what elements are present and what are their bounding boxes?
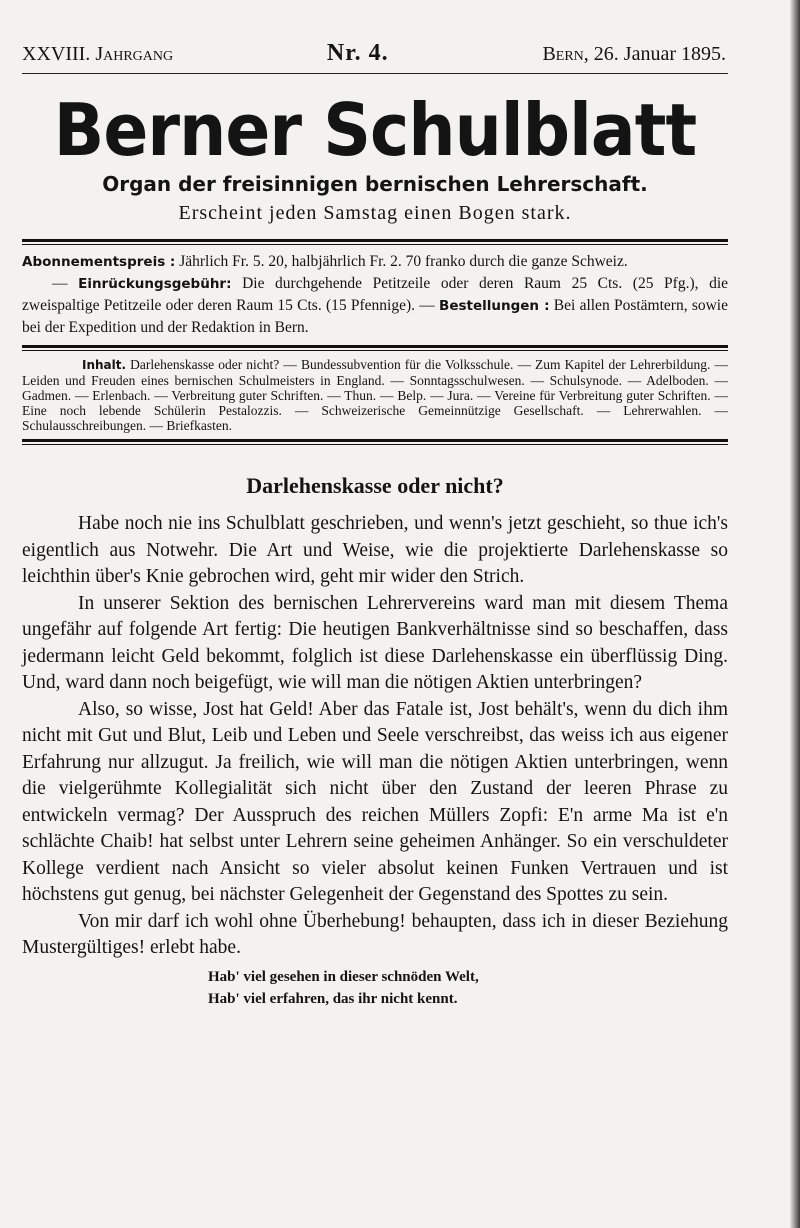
binding-edge (790, 0, 800, 1228)
newspaper-subtitle: Organ der freisinnigen bernischen Lehrerschaft. (102, 172, 648, 196)
divider-double-3 (22, 439, 728, 445)
table-of-contents: Inhalt. Darlehenskasse oder nicht? — Bundessubvention für die Volksschule. — Zum Kapitel der Lehrerbildung. — Leiden und Freuden eines bernischen Schulmeisters in England. — Sonntagsschulwesen. — Schulsynode. — Adelboden. — Gadmen. — Erlenbach. — Verbreitung guter Schriften. — Thun. — Belp. — Jura. — Vereine für Verbreitung guter Schriften. — Eine noch lebende Schülerin Pestalozzis. — Schweizerische Gemeinnützige Gesellschaft. — Lehrerwahlen. — Schulausschreibungen. — Briefkasten. (22, 357, 728, 433)
subscription-info (22, 245, 728, 345)
article-paragraph-1: Habe noch nie ins Schulblatt geschrieben, und wenn's jetzt geschieht, so thue ich's eigentlich aus Notwehr. Die Art und Weise, wie die projektierte Darlehenskasse so leichthin über's Knie gebrochen wird, geht mir wider den Strich. (22, 513, 728, 587)
verse-line-2: Hab' viel erfahren, das ihr nicht kennt. (208, 990, 458, 1007)
issue-number: Nr. 4. (326, 40, 389, 66)
article-title: Darlehenskasse oder nicht? (246, 473, 504, 498)
article-paragraph-4: Von mir darf ich wohl ohne Überhebung! behaupten, dass ich in dieser Beziehung Mustergültiges! erlebt habe. (22, 910, 728, 958)
newspaper-title: Berner Schulblatt (53, 88, 697, 172)
issue-date: Bern, 26. Januar 1895. (542, 43, 726, 65)
verse-line-1: Hab' viel gesehen in dieser schnöden Welt, (208, 968, 479, 985)
masthead-info-line (22, 40, 728, 74)
advert-fee: — Einrückungsgebühr: Die durchgehende Petitzeile oder deren Raum 25 Cts. (25 Pfg.), die zweispaltige Petitzeile oder deren Raum 15 Cts. (15 Pfennige). — Bestellungen : Bei allen Postämtern, sowie bei der Expedition und der Redaktion in Bern. (22, 275, 729, 336)
article-body (22, 511, 728, 962)
publication-frequency: Erscheint jeden Samstag einen Bogen stark. (178, 202, 572, 224)
verse-quote (22, 966, 728, 1010)
article-paragraph-3: Also, so wisse, Jost hat Geld! Aber das Fatale ist, Jost behält's, wenn du dich ihm nicht mit Gut und Blut, Leib und Leben und Seele verschreibst, das weiss ich aus eigener Erfahrung nur allzugut. Ja freilich, wie will man die nötigen Aktien unterbringen, wenn die vielgerühmte Kollegialität sich nicht über den Zustand der leeren Phrase zu entwickeln vermag? Der Ausspruch des reichen Müllers Zopfi: E'n arme Ma ist e'n schlächte Chaib! hat selbst unter Lehrern seine geheimen Anhänger. So ein verschuldeter Kollege verdient nach Ansicht so vieler absolut keinen Funken Vertrauen und ist höchstens gut genug, bei nächster Gelegenheit der Gegenstand des Spottes zu sein. (22, 698, 728, 905)
subscription-price: Abonnementspreis : Jährlich Fr. 5. 20, halbjährlich Fr. 2. 70 franko durch die ganze Schweiz. (22, 253, 628, 270)
article-paragraph-2: In unserer Sektion des bernischen Lehrervereins ward man mit diesem Thema ungefähr auf folgende Art fertig: Die heutigen Bankverhältnisse sind so beschaffen, dass jedermann leicht Geld bekommt, folglich ist diese Darlehenskasse ein überflüssig Ding. Und, ward dann noch beigefügt, wie will man die nötigen Aktien unterbringen? (22, 592, 728, 693)
volume-label: XXVIII. Jahrgang (22, 43, 174, 65)
